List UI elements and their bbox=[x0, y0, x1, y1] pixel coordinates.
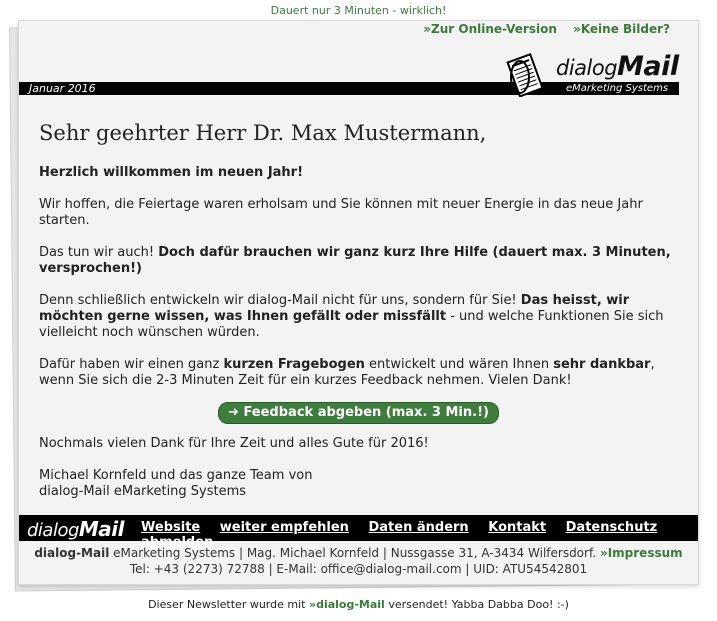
online-version-link[interactable]: »Zur Online-Version bbox=[423, 22, 557, 36]
footer-logo-dialog: dialog bbox=[27, 520, 79, 541]
feedback-button[interactable]: ➜ Feedback abgeben (max. 3 Min.!) bbox=[218, 402, 499, 424]
signature bbox=[39, 468, 679, 500]
bold-text: Das heisst, wir möchten gerne wissen, was Ihnen gefällt oder missfällt bbox=[39, 293, 630, 324]
text: Das tun wir auch! bbox=[39, 245, 159, 260]
preheader-text: Dauert nur 3 Minuten - wirklich! bbox=[270, 4, 447, 17]
footer-logo-mail: Mail bbox=[78, 517, 125, 541]
footer-link-privacy[interactable]: Datenschutz bbox=[565, 520, 658, 535]
intro-heading bbox=[39, 165, 679, 181]
paragraph-feedback bbox=[39, 293, 679, 341]
newspaper-icon bbox=[504, 53, 548, 97]
address-brand: dialog-Mail bbox=[34, 546, 110, 560]
no-images-link[interactable]: »Keine Bilder? bbox=[573, 22, 670, 36]
intro-heading-text: Herzlich willkommen im neuen Jahr! bbox=[39, 165, 304, 180]
signature-company: dialog-Mail eMarketing Systems bbox=[39, 484, 247, 499]
salutation: Sehr geehrter Herr Dr. Max Mustermann, bbox=[39, 121, 487, 145]
text: Denn schließlich entwickeln wir dialog-Mail nicht für uns, sondern für Sie! bbox=[39, 293, 521, 308]
closing-body bbox=[39, 436, 679, 516]
logo-wordmark bbox=[556, 51, 679, 82]
footer-logo bbox=[27, 517, 124, 541]
address-line2: Tel: +43 (2273) 72788 | E-Mail: office@dialog-mail.com | UID: ATU54542801 bbox=[129, 562, 588, 576]
top-links bbox=[411, 22, 670, 36]
logo-mail-text: Mail bbox=[617, 51, 679, 82]
logo-tagline: eMarketing Systems bbox=[561, 82, 679, 95]
newsletter-body bbox=[39, 121, 679, 405]
paragraph-questionnaire bbox=[39, 357, 679, 389]
text: , wenn Sie sich die 2-3 Minuten Zeit für ein kurzes Feedback nehmen. Vielen Dank! bbox=[39, 357, 655, 388]
footer-link-recommend[interactable]: weiter empfehlen bbox=[219, 520, 349, 535]
footer-link-unsubscribe[interactable]: abmelden bbox=[141, 535, 214, 550]
newsletter-card bbox=[18, 20, 699, 585]
paragraph-thanks: Nochmals vielen Dank für Ihre Zeit und alles Gute für 2016! bbox=[39, 436, 429, 451]
dialog-mail-link[interactable]: »dialog-Mail bbox=[308, 598, 385, 611]
footer-link-website[interactable]: Website bbox=[141, 520, 201, 535]
dialog-mail-logo bbox=[504, 51, 679, 99]
paragraph-hope: Wir hoffen, die Feiertage waren erholsam und Sie können mit neuer Energie in das neue Jahr starten. bbox=[39, 197, 643, 228]
issue-date: Januar 2016 bbox=[29, 82, 96, 95]
bold-text: Doch dafür brauchen wir ganz kurz Ihre Hilfe (dauert max. 3 Minuten, versprochen!) bbox=[39, 245, 671, 276]
footer-bar bbox=[19, 515, 698, 550]
text: - und welche Funktionen Sie sich vielleicht noch wünschen würden. bbox=[39, 309, 664, 340]
company-address bbox=[19, 545, 698, 577]
footer-link-change-data[interactable]: Daten ändern bbox=[368, 520, 469, 535]
address-line1: eMarketing Systems | Mag. Michael Kornfeld | Nussgasse 31, A-3434 Wilfersdorf. bbox=[109, 546, 600, 560]
logo-dialog-text: dialog bbox=[556, 56, 618, 80]
signature-line: Michael Kornfeld und das ganze Team von bbox=[39, 468, 313, 483]
bold-text: sehr dankbar bbox=[553, 357, 651, 372]
text: entwickelt und wären Ihnen bbox=[364, 357, 554, 372]
footer-link-contact[interactable]: Kontakt bbox=[488, 520, 547, 535]
paragraph-help bbox=[39, 245, 679, 277]
impressum-link[interactable]: »Impressum bbox=[599, 546, 683, 560]
bold-text: kurzen Fragebogen bbox=[223, 357, 365, 372]
text: Dafür haben wir einen ganz bbox=[39, 357, 224, 372]
sent-with-pre: Dieser Newsletter wurde mit bbox=[148, 598, 309, 611]
sent-with-note bbox=[0, 598, 717, 611]
sent-with-post: versendet! Yabba Dabba Doo! :-) bbox=[384, 598, 569, 611]
